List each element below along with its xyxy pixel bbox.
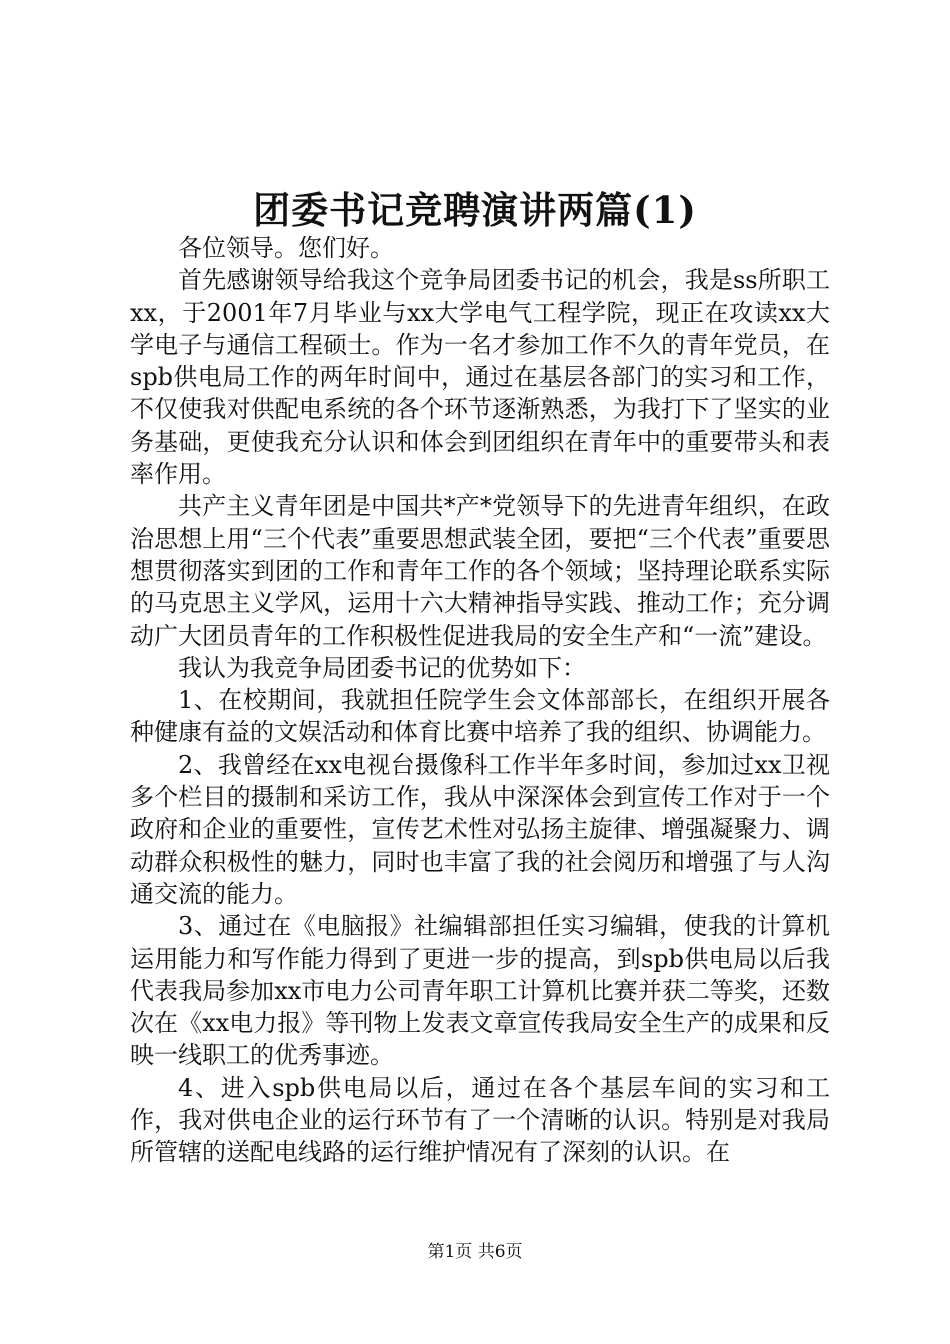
- paragraph-greeting: 各位领导。您们好。: [178, 234, 394, 262]
- paragraph-advantages-heading: 我认为我竞争局团委书记的优势如下：: [178, 653, 586, 682]
- paragraph-youth-league: 共产主义青年团是中国共*产*党领导下的先进青年组织，在政治思想上用“三个代表”重要思想武装全团，要把“三个代表”重要思想贯彻落实到团的工作和青年工作的各个领域；坚持理论联系实际的马克思主义学风，运用十六大精神指导实践、推动工作；充分调动广大团员青年的工作积极性促进我局的安全生产和“一流”建设。: [130, 492, 830, 650]
- paragraph-advantage-2: 2、我曾经在xx电视台摄像科工作半年多时间，参加过xx卫视多个栏目的摄制和采访工作，我从中深深体会到宣传工作对于一个政府和企业的重要性，宣传艺术性对弘扬主旋律、增强凝聚力、调动群众积极性的魅力，同时也丰富了我的社会阅历和增强了与人沟通交流的能力。: [130, 750, 830, 908]
- page-number-footer: 第1页 共6页: [427, 1242, 523, 1262]
- paragraph-advantage-4: 4、进入spb供电局以后，通过在各个基层车间的实习和工作，我对供电企业的运行环节有了一个清晰的认识。特别是对我局所管辖的送配电线路的运行维护情况有了深刻的认识。在: [130, 1073, 830, 1167]
- paragraph-advantage-3: 3、通过在《电脑报》社编辑部担任实习编辑，使我的计算机运用能力和写作能力得到了更进一步的提高，到spb供电局以后我代表我局参加xx市电力公司青年职工计算机比赛并获二等奖，还数次在《xx电力报》等刊物上发表文章宣传我局安全生产的成果和反映一线职工的优秀事迹。: [130, 912, 830, 1070]
- paragraph-introduction: 首先感谢领导给我这个竞争局团委书记的机会，我是ss所职工xx，于2001年7月毕业与xx大学电气工程学院，现正在攻读xx大学电子与通信工程硕士。作为一名才参加工作不久的青年党员，在spb供电局工作的两年时间中，通过在基层各部门的实习和工作，不仅使我对供配电系统的各个环节逐渐熟悉，为我打下了坚实的业务基础，更使我充分认识和体会到团组织在青年中的重要带头和表率作用。: [130, 266, 830, 489]
- document-body: [130, 232, 830, 1169]
- paragraph-advantage-1: 1、在校期间，我就担任院学生会文体部部长，在组织开展各种健康有益的文娱活动和体育比赛中培养了我的组织、协调能力。: [130, 686, 830, 747]
- document-title: 团委书记竞聘演讲两篇(1): [253, 188, 697, 232]
